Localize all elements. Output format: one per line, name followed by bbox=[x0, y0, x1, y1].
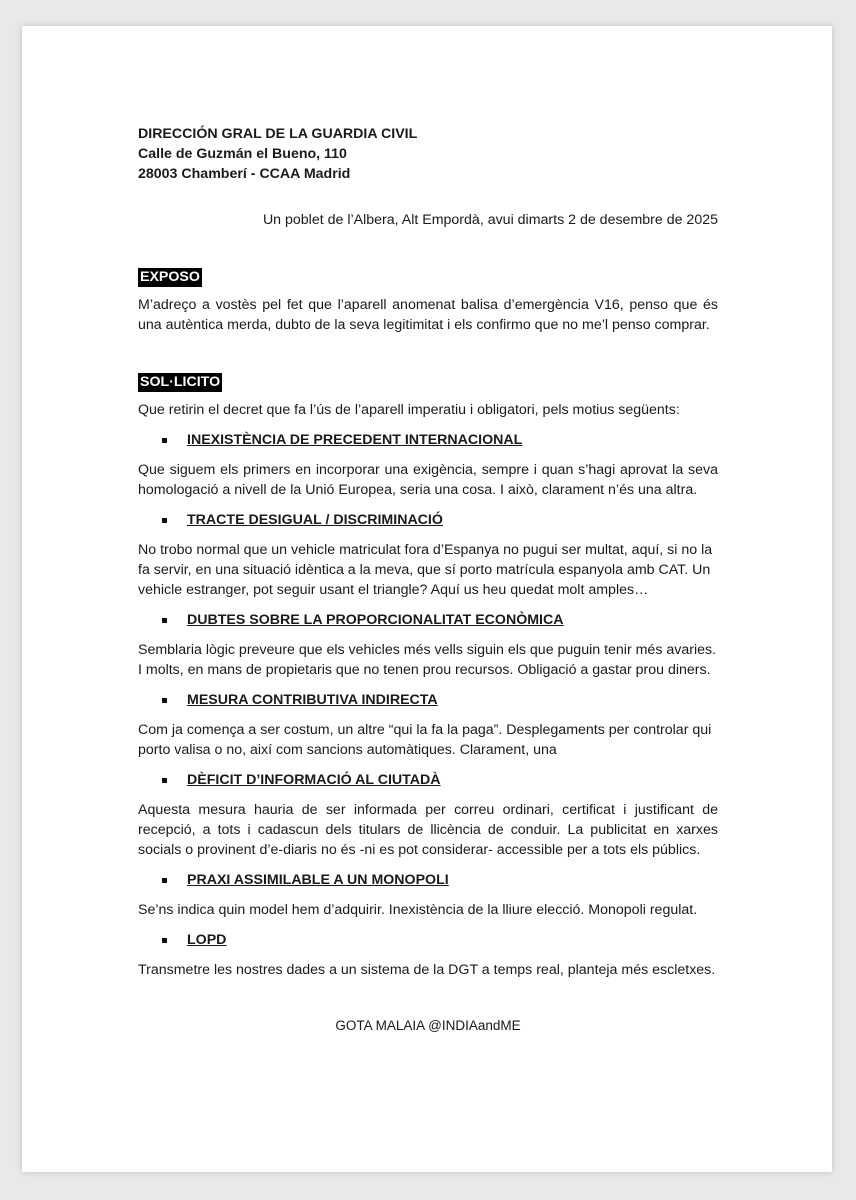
square-bullet-icon bbox=[162, 438, 167, 443]
square-bullet-icon bbox=[162, 698, 167, 703]
square-bullet-icon bbox=[162, 878, 167, 883]
document-page bbox=[22, 26, 832, 1172]
sollicito-intro: Que retirin el decret que fa l’ús de l’aparell imperatiu i obligatori, pels motius següents: bbox=[138, 402, 680, 418]
square-bullet-icon bbox=[162, 938, 167, 943]
exposo-text: M’adreço a vostès pel fet que l’aparell anomenat balisa d’emergència V16, penso que és una autèntica merda, dubto de la seva legitimitat i els confirmo que no me’l penso comprar. bbox=[138, 297, 718, 333]
reason-text: Se’ns indica quin model hem d’adquirir. Inexistència de la lliure elecció. Monopoli regulat. bbox=[138, 902, 698, 918]
exposo-label: EXPOSO bbox=[140, 269, 200, 285]
address-line-3: 28003 Chamberí - CCAA Madrid bbox=[138, 166, 351, 182]
sollicito-label: SOL·LICITO bbox=[140, 374, 221, 390]
recipient-address bbox=[138, 124, 718, 184]
list-item-heading bbox=[162, 610, 718, 630]
reason-list bbox=[138, 430, 718, 980]
reason-heading: INEXISTÈNCIA DE PRECEDENT INTERNACIONAL bbox=[187, 432, 523, 448]
reason-text: Que siguem els primers en incorporar una exigència, sempre i quan s’hagi aprovat la seva homologació a nivell de la Unió Europea, seria una cosa. I això, clarament n’és una altra. bbox=[138, 462, 718, 498]
reason-heading: DUBTES SOBRE LA PROPORCIONALITAT ECONÒMICA bbox=[187, 612, 564, 628]
list-item-heading bbox=[162, 690, 718, 710]
square-bullet-icon bbox=[162, 518, 167, 523]
list-item-heading bbox=[162, 430, 718, 450]
address-line-2: Calle de Guzmán el Bueno, 110 bbox=[138, 146, 347, 162]
list-item-heading bbox=[162, 770, 718, 790]
reason-heading: TRACTE DESIGUAL / DISCRIMINACIÓ bbox=[187, 512, 443, 528]
reason-text: Transmetre les nostres dades a un sistema de la DGT a temps real, planteja més escletxes. bbox=[138, 962, 716, 978]
date-line: Un poblet de l’Albera, Alt Empordà, avui dimarts 2 de desembre de 2025 bbox=[262, 212, 718, 228]
reason-text: Com ja comença a ser costum, un altre “qui la fa la paga”. Desplegaments per controlar qui porto valisa o no, així com sancions automàtiques. Clarament, una bbox=[138, 722, 712, 758]
square-bullet-icon bbox=[162, 618, 167, 623]
reason-heading: PRAXI ASSIMILABLE A UN MONOPOLI bbox=[187, 872, 449, 888]
address-line-1: DIRECCIÓN GRAL DE LA GUARDIA CIVIL bbox=[138, 126, 418, 142]
letter-body bbox=[138, 124, 718, 1036]
reason-text: No trobo normal que un vehicle matriculat fora d’Espanya no pugui ser multat, aquí, si no la fa servir, en una situació idèntica a la meva, que sí porto matrícula espanyola amb CAT. Un vehicle estranger, pot seguir usant el triangle? Aquí us heu quedat molt amples… bbox=[138, 542, 713, 598]
reason-text: Semblaria lògic preveure que els vehicles més vells siguin els que puguin tenir més avaries. I molts, en mans de propietaris que no tenen prou recursos. Obligació a gastar prou diners. bbox=[138, 642, 717, 678]
list-item-heading bbox=[162, 510, 718, 530]
list-item-heading bbox=[162, 870, 718, 890]
reason-heading: MESURA CONTRIBUTIVA INDIRECTA bbox=[187, 692, 438, 708]
reason-heading: DÈFICIT D’INFORMACIÓ AL CIUTADÀ bbox=[187, 772, 441, 788]
reason-heading: LOPD bbox=[187, 932, 227, 948]
square-bullet-icon bbox=[162, 778, 167, 783]
reason-text: Aquesta mesura hauria de ser informada per correu ordinari, certificat i justificant de recepció, a tots i cadascun dels titulars de llicència de conduir. La publicitat en xarxes socials o provinent d’e-diaris no és -ni es pot considerar- accessible per a tots els públics. bbox=[138, 802, 718, 858]
signature: GOTA MALAIA @INDIAandME bbox=[335, 1018, 521, 1033]
list-item-heading bbox=[162, 930, 718, 950]
